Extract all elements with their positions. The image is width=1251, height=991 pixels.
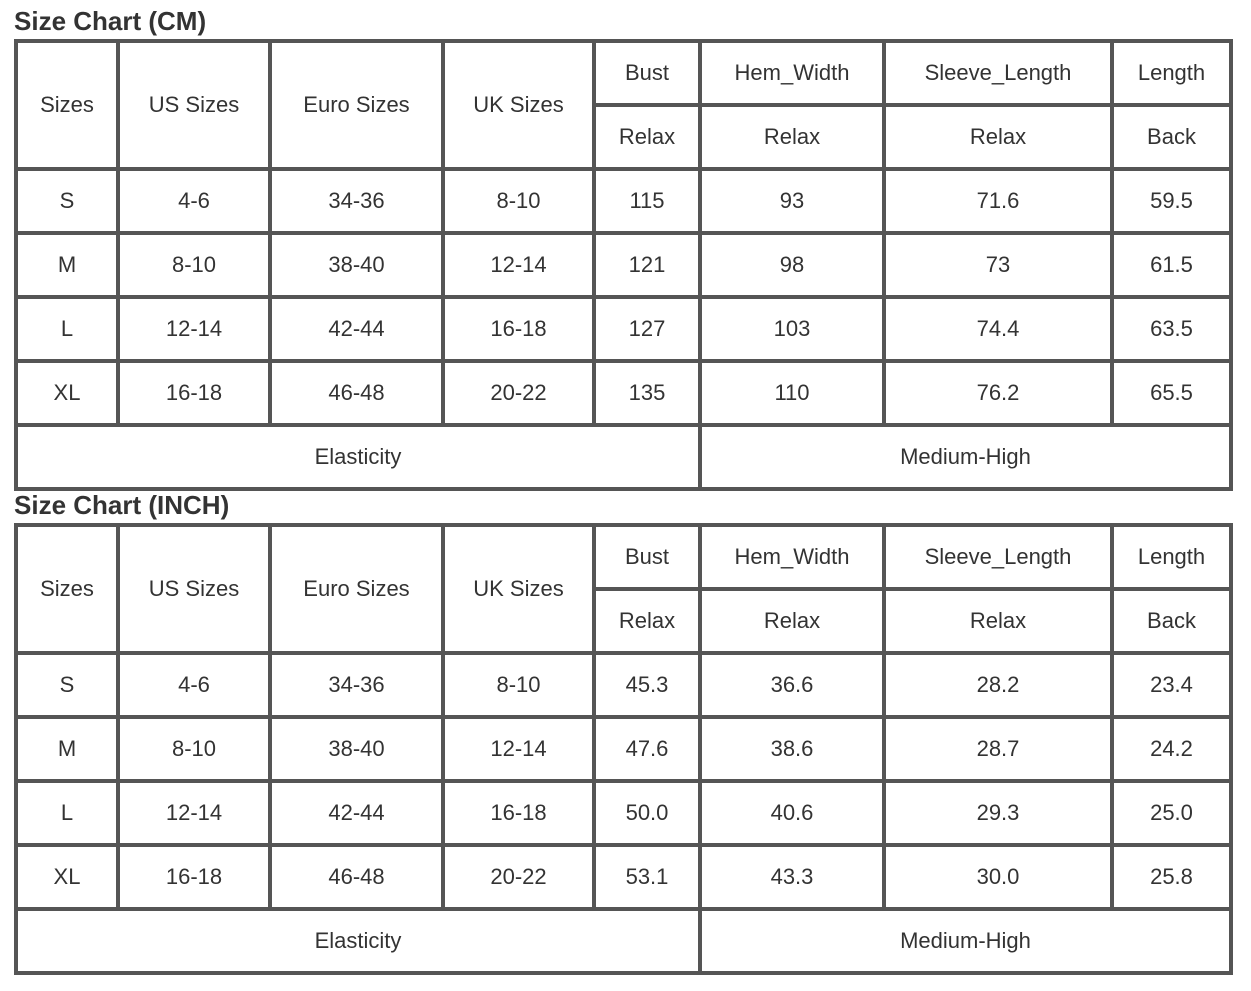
cell-us-size: 8-10 <box>118 233 270 297</box>
cell-size: XL <box>16 361 118 425</box>
cell-us-size: 8-10 <box>118 717 270 781</box>
cell-bust: 127 <box>594 297 700 361</box>
cell-bust: 115 <box>594 169 700 233</box>
cell-hem-width: 103 <box>700 297 884 361</box>
header-sleeve-length: Sleeve_Length <box>884 41 1112 105</box>
table-header-row <box>16 41 1231 105</box>
subheader-hem-width: Relax <box>700 105 884 169</box>
cell-bust: 135 <box>594 361 700 425</box>
table-row <box>16 717 1231 781</box>
subheader-bust: Relax <box>594 589 700 653</box>
table-row <box>16 653 1231 717</box>
cell-sleeve-length: 28.7 <box>884 717 1112 781</box>
elasticity-label: Elasticity <box>16 909 700 973</box>
header-sleeve-length: Sleeve_Length <box>884 525 1112 589</box>
cell-euro-size: 34-36 <box>270 169 443 233</box>
header-length: Length <box>1112 41 1231 105</box>
table-row <box>16 297 1231 361</box>
cell-uk-size: 16-18 <box>443 781 594 845</box>
header-hem-width: Hem_Width <box>700 41 884 105</box>
cell-length: 65.5 <box>1112 361 1231 425</box>
cell-hem-width: 43.3 <box>700 845 884 909</box>
cell-sleeve-length: 30.0 <box>884 845 1112 909</box>
cell-sleeve-length: 29.3 <box>884 781 1112 845</box>
cell-euro-size: 46-48 <box>270 361 443 425</box>
cell-hem-width: 110 <box>700 361 884 425</box>
cell-uk-size: 8-10 <box>443 169 594 233</box>
cell-size: S <box>16 169 118 233</box>
cell-uk-size: 8-10 <box>443 653 594 717</box>
header-sizes: Sizes <box>16 41 118 169</box>
table-header-row <box>16 525 1231 589</box>
table-row <box>16 233 1231 297</box>
cell-sleeve-length: 76.2 <box>884 361 1112 425</box>
cell-us-size: 4-6 <box>118 169 270 233</box>
cell-uk-size: 12-14 <box>443 717 594 781</box>
cell-size: L <box>16 781 118 845</box>
size-chart-cm-title: Size Chart (CM) <box>14 6 207 36</box>
cell-us-size: 12-14 <box>118 781 270 845</box>
subheader-hem-width: Relax <box>700 589 884 653</box>
cell-size: XL <box>16 845 118 909</box>
elasticity-value: Medium-High <box>700 425 1231 489</box>
header-sizes: Sizes <box>16 525 118 653</box>
cell-uk-size: 16-18 <box>443 297 594 361</box>
cell-length: 25.8 <box>1112 845 1231 909</box>
cell-size: S <box>16 653 118 717</box>
cell-uk-size: 20-22 <box>443 361 594 425</box>
size-chart-inch-title: Size Chart (INCH) <box>14 490 230 520</box>
table-footer-row <box>16 425 1231 489</box>
cell-hem-width: 38.6 <box>700 717 884 781</box>
cell-bust: 53.1 <box>594 845 700 909</box>
cell-size: M <box>16 233 118 297</box>
cell-size: M <box>16 717 118 781</box>
cell-euro-size: 34-36 <box>270 653 443 717</box>
table-row <box>16 781 1231 845</box>
cell-length: 25.0 <box>1112 781 1231 845</box>
table-row <box>16 361 1231 425</box>
subheader-bust: Relax <box>594 105 700 169</box>
subheader-sleeve-length: Relax <box>884 105 1112 169</box>
table-footer-row <box>16 909 1231 973</box>
cell-length: 24.2 <box>1112 717 1231 781</box>
cell-uk-size: 20-22 <box>443 845 594 909</box>
header-euro-sizes: Euro Sizes <box>270 41 443 169</box>
header-uk-sizes: UK Sizes <box>443 41 594 169</box>
cell-us-size: 16-18 <box>118 361 270 425</box>
size-chart-cm-table <box>14 39 1233 491</box>
cell-length: 59.5 <box>1112 169 1231 233</box>
elasticity-value: Medium-High <box>700 909 1231 973</box>
header-uk-sizes: UK Sizes <box>443 525 594 653</box>
cell-bust: 50.0 <box>594 781 700 845</box>
cell-size: L <box>16 297 118 361</box>
cell-us-size: 4-6 <box>118 653 270 717</box>
cell-hem-width: 98 <box>700 233 884 297</box>
cell-hem-width: 40.6 <box>700 781 884 845</box>
cell-sleeve-length: 28.2 <box>884 653 1112 717</box>
cell-uk-size: 12-14 <box>443 233 594 297</box>
cell-euro-size: 38-40 <box>270 717 443 781</box>
header-hem-width: Hem_Width <box>700 525 884 589</box>
subheader-length: Back <box>1112 105 1231 169</box>
cell-euro-size: 46-48 <box>270 845 443 909</box>
size-chart-inch-table <box>14 523 1233 975</box>
cell-sleeve-length: 73 <box>884 233 1112 297</box>
cell-bust: 121 <box>594 233 700 297</box>
table-row <box>16 169 1231 233</box>
cell-us-size: 16-18 <box>118 845 270 909</box>
subheader-sleeve-length: Relax <box>884 589 1112 653</box>
cell-length: 63.5 <box>1112 297 1231 361</box>
subheader-length: Back <box>1112 589 1231 653</box>
cell-bust: 47.6 <box>594 717 700 781</box>
header-us-sizes: US Sizes <box>118 525 270 653</box>
cell-us-size: 12-14 <box>118 297 270 361</box>
cell-euro-size: 42-44 <box>270 297 443 361</box>
cell-bust: 45.3 <box>594 653 700 717</box>
header-bust: Bust <box>594 41 700 105</box>
header-length: Length <box>1112 525 1231 589</box>
cell-length: 23.4 <box>1112 653 1231 717</box>
cell-hem-width: 36.6 <box>700 653 884 717</box>
table-row <box>16 845 1231 909</box>
header-bust: Bust <box>594 525 700 589</box>
cell-hem-width: 93 <box>700 169 884 233</box>
cell-euro-size: 38-40 <box>270 233 443 297</box>
elasticity-label: Elasticity <box>16 425 700 489</box>
header-us-sizes: US Sizes <box>118 41 270 169</box>
cell-euro-size: 42-44 <box>270 781 443 845</box>
cell-length: 61.5 <box>1112 233 1231 297</box>
cell-sleeve-length: 74.4 <box>884 297 1112 361</box>
cell-sleeve-length: 71.6 <box>884 169 1112 233</box>
header-euro-sizes: Euro Sizes <box>270 525 443 653</box>
